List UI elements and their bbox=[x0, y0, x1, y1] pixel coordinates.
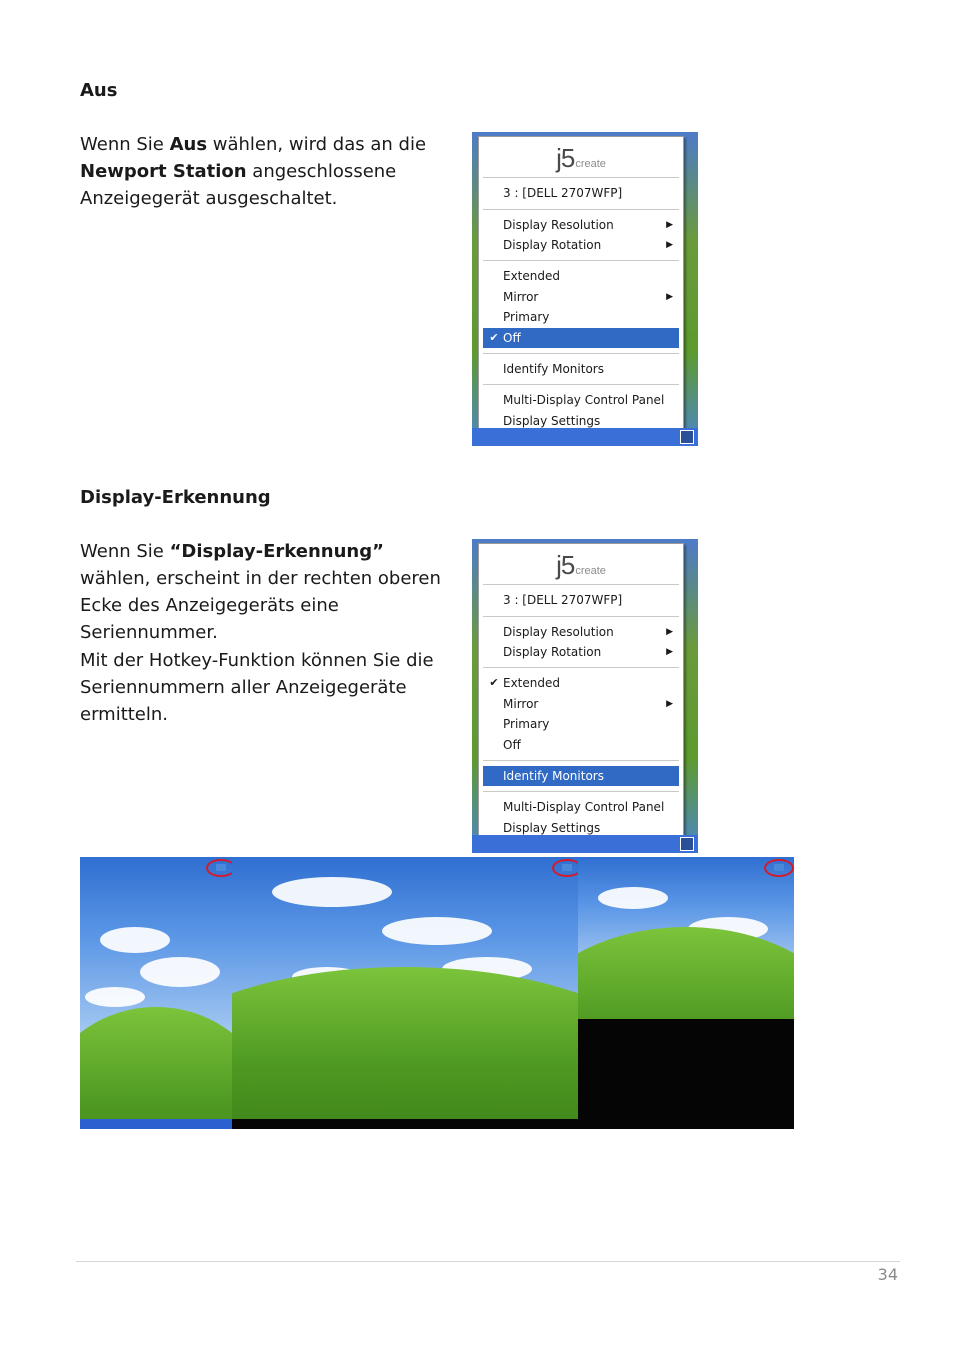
menu-separator bbox=[483, 353, 679, 354]
windows-taskbar[interactable] bbox=[80, 1119, 232, 1129]
menu-screenshot-off bbox=[472, 132, 698, 446]
menu-item-identify-monitors[interactable]: Identify Monitors bbox=[503, 362, 604, 376]
monitor-screen-2 bbox=[232, 857, 578, 1119]
monitor-id-marker-1 bbox=[206, 859, 232, 877]
menu-item-control-panel[interactable]: Multi-Display Control Panel bbox=[503, 393, 665, 407]
menu-separator bbox=[483, 260, 679, 261]
tray-icon[interactable] bbox=[680, 430, 694, 444]
menu-item-primary[interactable]: Primary bbox=[503, 717, 550, 731]
tray-icon[interactable] bbox=[680, 837, 694, 851]
submenu-arrow-icon: ▶ bbox=[666, 647, 673, 657]
menu-item-display-rotation[interactable]: Display Rotation ▶ bbox=[483, 235, 679, 255]
menu-item-display-settings[interactable]: Display Settings bbox=[503, 821, 601, 835]
page-number: 34 bbox=[877, 1265, 898, 1284]
menu-separator bbox=[483, 616, 679, 617]
monitor-screen-3 bbox=[578, 857, 794, 1129]
submenu-arrow-icon: ▶ bbox=[666, 292, 673, 302]
menu-item-control-panel[interactable]: Multi-Display Control Panel bbox=[503, 800, 665, 814]
monitor-id-marker-2 bbox=[552, 859, 578, 877]
menu-item-primary[interactable]: Primary bbox=[503, 310, 550, 324]
menu-separator bbox=[483, 209, 679, 210]
taskbar-strip bbox=[472, 428, 698, 446]
monitor-screen-1 bbox=[80, 857, 232, 1129]
context-menu bbox=[478, 543, 684, 837]
menu-item-monitor[interactable]: 3 : [DELL 2707WFP] bbox=[503, 593, 623, 607]
menu-item-mirror[interactable]: Mirror ▶ bbox=[483, 287, 679, 307]
menu-item-mirror[interactable]: Mirror ▶ bbox=[483, 694, 679, 714]
menu-separator bbox=[483, 791, 679, 792]
checkmark-icon: ✔ bbox=[489, 676, 499, 689]
menu-separator bbox=[483, 760, 679, 761]
menu-item-extended[interactable]: ✔ Extended bbox=[483, 673, 679, 693]
submenu-arrow-icon: ▶ bbox=[666, 240, 673, 250]
multi-monitor-desktop-image bbox=[80, 857, 794, 1129]
menu-item-monitor[interactable]: 3 : [DELL 2707WFP] bbox=[503, 186, 623, 200]
menu-item-off[interactable]: ✔ Off bbox=[483, 328, 679, 348]
footer-divider bbox=[76, 1261, 900, 1262]
monitor-id-marker-3 bbox=[764, 859, 794, 877]
heading-aus: Aus bbox=[80, 80, 118, 101]
context-menu bbox=[478, 136, 684, 430]
menu-separator bbox=[483, 584, 679, 585]
menu-separator bbox=[483, 667, 679, 668]
menu-item-display-resolution[interactable]: Display Resolution ▶ bbox=[483, 215, 679, 235]
j5create-logo: j5create bbox=[556, 550, 606, 580]
menu-item-display-resolution[interactable]: Display Resolution ▶ bbox=[483, 622, 679, 642]
menu-item-display-rotation[interactable]: Display Rotation ▶ bbox=[483, 642, 679, 662]
taskbar-strip bbox=[472, 835, 698, 853]
submenu-arrow-icon: ▶ bbox=[666, 627, 673, 637]
menu-item-display-settings[interactable]: Display Settings bbox=[503, 414, 601, 428]
menu-screenshot-identify bbox=[472, 539, 698, 853]
submenu-arrow-icon: ▶ bbox=[666, 699, 673, 709]
heading-display-erkennung: Display-Erkennung bbox=[80, 487, 271, 508]
checkmark-icon: ✔ bbox=[489, 331, 499, 344]
menu-item-identify-monitors[interactable]: Identify Monitors bbox=[483, 766, 679, 786]
menu-item-off[interactable]: Off bbox=[503, 738, 521, 752]
j5create-logo: j5create bbox=[556, 143, 606, 173]
paragraph-display-erkennung-2: Mit der Hotkey-Funktion können Sie die Seriennummern aller Anzeigegeräte ermitteln. bbox=[80, 650, 434, 725]
menu-separator bbox=[483, 177, 679, 178]
paragraph-aus: Wenn Sie Aus wählen, wird das an die Newport Station angeschlossene Anzeigegerät ausgeschaltet. bbox=[80, 134, 427, 209]
menu-item-extended[interactable]: Extended bbox=[503, 269, 560, 283]
paragraph-display-erkennung-1: Wenn Sie “Display-Erkennung” wählen, erscheint in der rechten oberen Ecke des Anzeigegeräts eine Seriennummer. bbox=[80, 541, 441, 643]
menu-separator bbox=[483, 384, 679, 385]
submenu-arrow-icon: ▶ bbox=[666, 220, 673, 230]
